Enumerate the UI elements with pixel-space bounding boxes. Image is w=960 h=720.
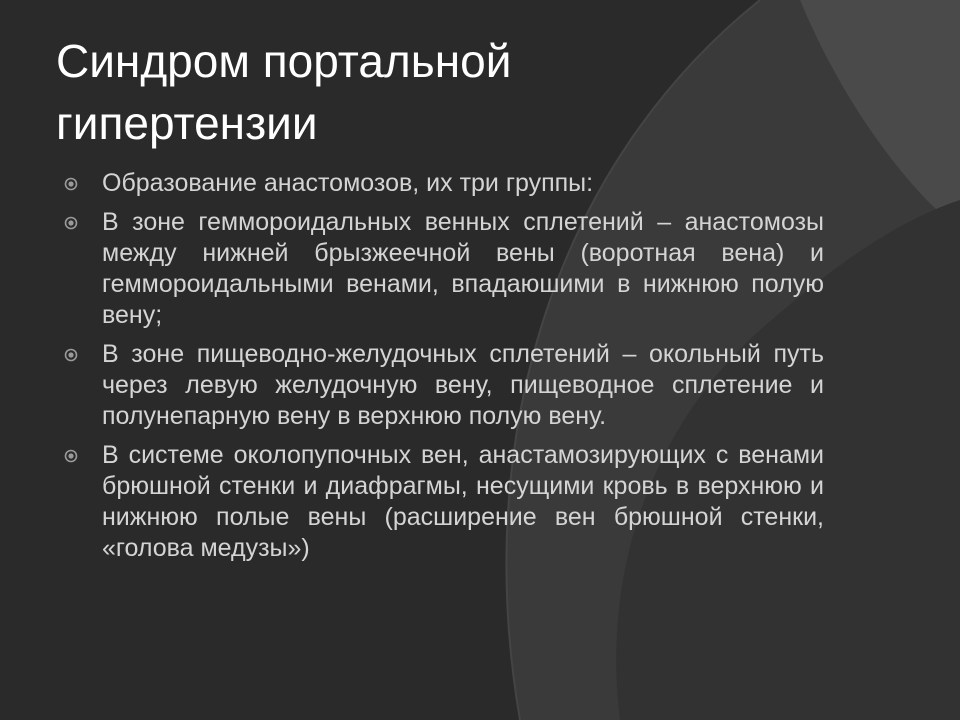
title-line-1: Синдром портальной [56,35,512,87]
bullet-text: В зоне геммороидальных венных сплетений – анастомозы между нижней брызжеечной вены (воротная вена) и геммороидальными венами, впадаюшими в нижнюю полую вену; [102,208,824,329]
bullet-text: В зоне пищеводно-желудочных сплетений – окольный путь через левую желудочную вену, пищеводное сплетение и полунепарную вену в верхнюю полую вену. [102,340,824,430]
slide-title [56,30,896,154]
title-line-2: гипертензии [56,97,318,149]
circle-bullet-icon [64,177,78,191]
bullet-item [64,168,824,199]
bullet-text: Образование анастомозов, их три группы: [102,169,594,197]
circle-bullet-icon [64,449,78,463]
bullet-list [64,168,824,572]
bullet-item [64,207,824,331]
circle-bullet-icon [64,216,78,230]
circle-bullet-icon [64,348,78,362]
bullet-item [64,440,824,564]
bullet-text: В системе околопупочных вен, анастамозирующих с венами брюшной стенки и диафрагмы, несущими кровь в верхнюю и нижнюю полые вены (расширение вен брюшной стенки, «голова медузы») [102,441,824,562]
bullet-item [64,339,824,432]
